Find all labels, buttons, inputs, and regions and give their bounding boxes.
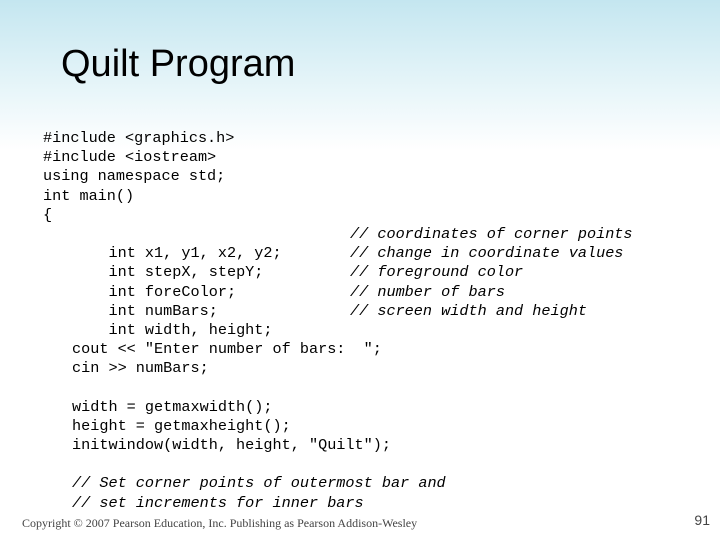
- code-line-cin: cin >> numBars;: [72, 359, 209, 378]
- code-blank-line: [43, 321, 446, 340]
- declaration-code: int foreColor;: [108, 282, 237, 301]
- code-line-using-namespace: using namespace std;: [43, 167, 226, 186]
- code-comment-line: // set increments for inner bars: [72, 493, 364, 512]
- declaration-code: int numBars;: [108, 301, 218, 320]
- declaration-comment: // screen width and height: [350, 301, 587, 320]
- code-line-main-signature: int main(): [43, 186, 135, 205]
- declaration-comment: // foreground color: [350, 263, 524, 282]
- page-number: 91: [694, 512, 710, 528]
- copyright-footer: Copyright © 2007 Pearson Education, Inc. Publishing as Pearson Addison-Wesley: [22, 516, 418, 530]
- code-blank-line: [43, 378, 446, 397]
- declaration-code: int x1, y1, x2, y2;: [108, 244, 282, 263]
- code-line-cout: cout << "Enter number of bars: ";: [72, 340, 382, 359]
- code-blank-line: [43, 455, 446, 474]
- code-line-height: height = getmaxheight();: [72, 416, 291, 435]
- code-line-include-graphics: #include <graphics.h>: [43, 129, 235, 147]
- code-line-declaration: [43, 301, 587, 339]
- declaration-comment: // change in coordinate values: [350, 244, 624, 263]
- declaration-comment: // coordinates of corner points: [350, 224, 633, 243]
- code-block: [43, 129, 633, 513]
- code-line-initwindow: initwindow(width, height, "Quilt");: [72, 436, 391, 454]
- code-line-include-iostream: #include <iostream>: [43, 148, 217, 167]
- code-line-open-brace: {: [43, 205, 53, 224]
- declaration-code: int width, height;: [108, 320, 273, 339]
- code-line-width: width = getmaxwidth();: [72, 397, 273, 416]
- code-comment-line: // Set corner points of outermost bar and: [72, 474, 446, 493]
- declaration-code: int stepX, stepY;: [108, 263, 264, 282]
- slide-title: Quilt Program: [61, 43, 296, 85]
- declaration-comment: // number of bars: [350, 282, 505, 301]
